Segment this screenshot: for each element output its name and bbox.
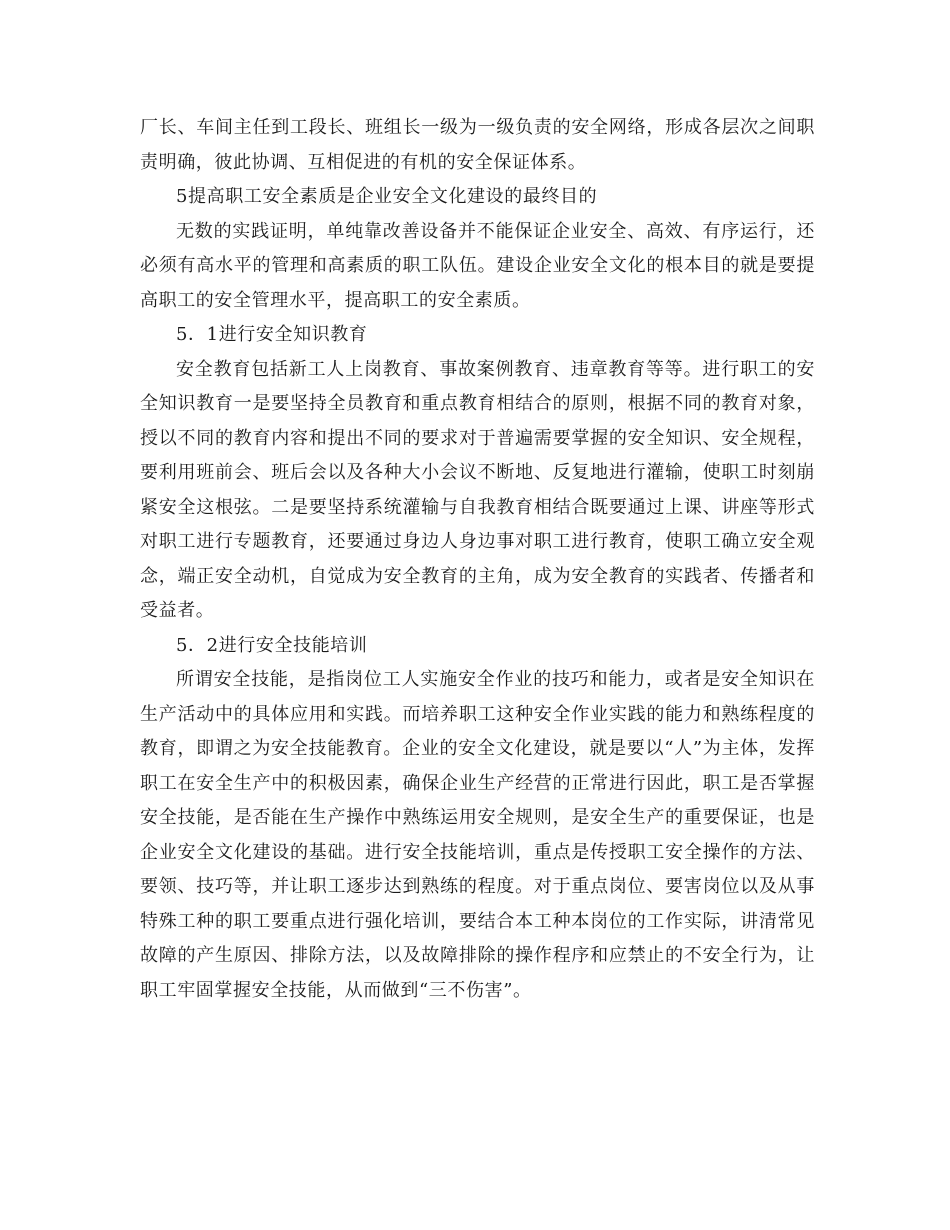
paragraph-section-5-intro: 无数的实践证明，单纯靠改善设备并不能保证企业安全、高效、有序运行，还必须有高水平的管理和高素质的职工队伍。建设企业安全文化的根本目的就是要提高职工的安全管理水平，提高职工的安全素质。 (140, 220, 815, 311)
subsection-heading-5-1: 5．1进行安全知识教育 (176, 324, 368, 345)
subsection-heading-5-2: 5．2进行安全技能培训 (176, 634, 368, 656)
section-heading-5: 5提高职工安全素质是企业安全文化建设的最终目的 (176, 186, 598, 207)
paragraph-continued: 厂长、车间主任到工段长、班组长一级为一级负责的安全网络，形成各层次之间职责明确，彼此协调、互相促进的有机的安全保证体系。 (140, 117, 815, 173)
paragraph-safety-skills: 所谓安全技能，是指岗位工人实施安全作业的技巧和能力，或者是安全知识在生产活动中的具体应用和实践。而培养职工这种安全作业实践的能力和熟练程度的教育，即谓之为安全技能教育。企业的安全文化建设，就是要以“人”为主体，发挥职工在安全生产中的积极因素，确保企业生产经营的正常进行因此，职工是否掌握安全技能，是否能在生产操作中熟练运用安全规则，是安全生产的重要保证，也是企业安全文化建设的基础。进行安全技能培训，重点是传授职工安全操作的方法、要领、技巧等，并让职工逐步达到熟练的程度。对于重点岗位、要害岗位以及从事特殊工种的职工要重点进行强化培训，要结合本工种本岗位的工作实际，讲清常见故障的产生原因、排除方法，以及故障排除的操作程序和应禁止的不安全行为，让职工牢固掌握安全技能，从而做到“三不伤害”。 (140, 669, 815, 1001)
paragraph-safety-knowledge: 安全教育包括新工人上岗教育、事故案例教育、违章教育等等。进行职工的安全知识教育一是要坚持全员教育和重点教育相结合的原则，根据不同的教育对象，授以不同的教育内容和提出不同的要求对于普遍需要掌握的安全知识、安全规程，要利用班前会、班后会以及各种大小会议不断地、反复地进行灌输，使职工时刻崩紧安全这根弦。二是要坚持系统灌输与自我教育相结合既要通过上课、讲座等形式对职工进行专题教育，还要通过身边人身边事对职工进行教育，使职工确立安全观念，端正安全动机，自觉成为安全教育的主角，成为安全教育的实践者、传播者和受益者。 (140, 358, 815, 621)
document-body (140, 111, 815, 1008)
